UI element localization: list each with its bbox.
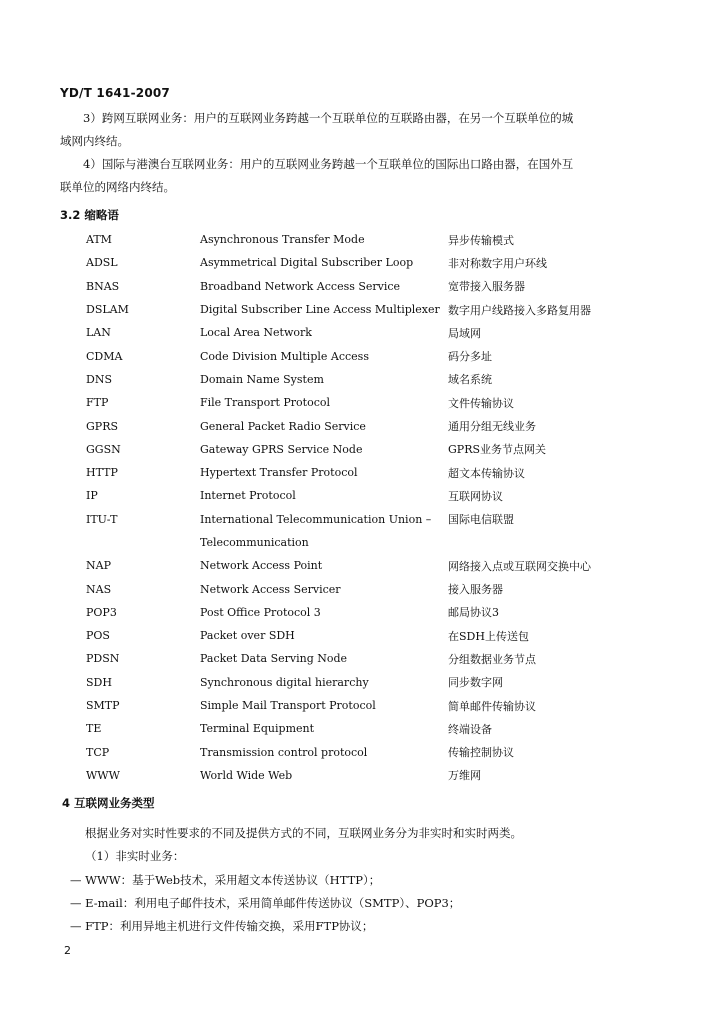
abbreviation-code: DSLAM — [86, 303, 129, 317]
abbreviation-english: Local Area Network — [200, 326, 312, 340]
abbreviation-row — [86, 368, 666, 391]
abbreviation-code: GGSN — [86, 442, 121, 456]
section-4-heading: 4 互联网业务类型 — [62, 796, 155, 810]
abbreviation-code: WWW — [86, 768, 120, 782]
abbreviation-english: Code Division Multiple Access — [200, 349, 369, 363]
abbreviation-english: Digital Subscriber Line Access Multiplexer — [200, 303, 440, 317]
abbreviation-row — [86, 461, 666, 484]
abbreviation-english: Synchronous digital hierarchy — [200, 675, 369, 689]
abbreviation-code: TCP — [86, 745, 110, 759]
abbreviation-list — [86, 228, 666, 787]
abbreviation-row — [86, 484, 666, 507]
intro-item-4-line-2: 联单位的网络内终结。 — [60, 180, 175, 194]
abbreviation-row — [86, 601, 666, 624]
abbreviation-chinese: 邮局协议3 — [448, 606, 499, 620]
intro-item-4-line-1: 4）国际与港澳台互联网业务：用户的互联网业务跨越一个互联单位的国际出口路由器，在国外互 — [83, 157, 574, 171]
abbreviation-chinese: 互联网协议 — [448, 489, 503, 503]
abbreviation-chinese: 传输控制协议 — [448, 746, 514, 760]
abbreviation-english: Hypertext Transfer Protocol — [200, 466, 358, 480]
abbreviation-code: LAN — [86, 326, 111, 340]
abbreviation-english: Asynchronous Transfer Mode — [200, 233, 365, 247]
abbreviation-chinese: GPRS业务节点网关 — [448, 443, 547, 457]
abbreviation-code: TE — [86, 722, 102, 736]
abbreviation-chinese: 接入服务器 — [448, 583, 503, 597]
abbreviation-chinese: 万维网 — [448, 769, 481, 783]
abbreviation-code: POS — [86, 629, 110, 643]
abbreviation-english: Terminal Equipment — [200, 722, 315, 736]
section-3-2-heading: 3.2 缩略语 — [60, 208, 119, 222]
abbreviation-code: NAS — [86, 582, 112, 596]
abbreviation-chinese: 同步数字网 — [448, 676, 503, 690]
abbreviation-row — [86, 391, 666, 414]
abbreviation-code: ITU-T — [86, 512, 118, 526]
abbreviation-english: Telecommunication — [200, 536, 309, 549]
abbreviation-chinese: 局域网 — [448, 326, 481, 340]
abbreviation-row — [86, 624, 666, 647]
abbreviation-english: General Packet Radio Service — [200, 419, 366, 433]
service-item-email: — E-mail：利用电子邮件技术，采用简单邮件传送协议（SMTP）、POP3； — [70, 896, 461, 910]
section-4-subheading: （1）非实时业务： — [85, 849, 185, 863]
abbreviation-english: Gateway GPRS Service Node — [200, 442, 363, 456]
abbreviation-row — [86, 321, 666, 344]
abbreviation-chinese: 简单邮件传输协议 — [448, 699, 536, 713]
abbreviation-row-continuation — [86, 531, 666, 554]
abbreviation-english: Broadband Network Access Service — [200, 279, 401, 293]
abbreviation-code: BNAS — [86, 279, 120, 293]
abbreviation-english: Post Office Protocol 3 — [200, 605, 321, 619]
abbreviation-chinese: 通用分组无线业务 — [448, 420, 536, 434]
abbreviation-code: GPRS — [86, 419, 119, 433]
abbreviation-chinese: 异步传输模式 — [448, 233, 514, 247]
abbreviation-row — [86, 228, 666, 251]
intro-item-4 — [60, 153, 660, 199]
document-code: YD/T 1641-2007 — [60, 86, 170, 100]
service-item-ftp: — FTP：利用异地主机进行文件传输交换，采用FTP协议； — [70, 919, 374, 933]
abbreviation-code: CDMA — [86, 349, 123, 363]
abbreviation-row — [86, 717, 666, 740]
abbreviation-chinese: 国际电信联盟 — [448, 513, 514, 527]
abbreviation-row — [86, 647, 666, 670]
abbreviation-english: File Transport Protocol — [200, 396, 331, 410]
abbreviation-code: ATM — [86, 233, 112, 247]
abbreviation-english: Network Access Servicer — [200, 582, 341, 596]
abbreviation-code: NAP — [86, 559, 111, 573]
abbreviation-code: DNS — [86, 372, 112, 386]
intro-item-3-line-2: 域网内终结。 — [60, 134, 129, 148]
page-number: 2 — [64, 944, 71, 957]
service-item-www: — WWW：基于Web技术，采用超文本传送协议（HTTP）； — [70, 873, 381, 887]
abbreviation-code: SDH — [86, 675, 112, 689]
abbreviation-chinese: 非对称数字用户环线 — [448, 256, 547, 270]
abbreviation-chinese: 数字用户线路接入多路复用器 — [448, 303, 591, 317]
abbreviation-row — [86, 251, 666, 274]
abbreviation-chinese: 在SDH上传送包 — [448, 629, 529, 643]
abbreviation-row — [86, 764, 666, 787]
abbreviation-row — [86, 577, 666, 600]
abbreviation-english: World Wide Web — [200, 768, 293, 782]
abbreviation-row — [86, 508, 666, 531]
abbreviation-code: PDSN — [86, 652, 120, 666]
abbreviation-row — [86, 344, 666, 367]
abbreviation-code: SMTP — [86, 699, 120, 713]
abbreviation-english: Transmission control protocol — [200, 745, 368, 759]
intro-item-3-line-1: 3）跨网互联网业务：用户的互联网业务跨越一个互联单位的互联路由器，在另一个互联单位的城 — [83, 111, 574, 125]
abbreviation-chinese: 域名系统 — [448, 373, 492, 387]
abbreviation-english: International Telecommunication Union – — [200, 512, 432, 526]
abbreviation-row — [86, 275, 666, 298]
abbreviation-english: Internet Protocol — [200, 489, 296, 503]
intro-item-3 — [60, 107, 660, 153]
abbreviation-code: ADSL — [86, 256, 118, 270]
abbreviation-chinese: 超文本传输协议 — [448, 466, 525, 480]
abbreviation-row — [86, 671, 666, 694]
abbreviation-english: Domain Name System — [200, 372, 324, 386]
abbreviation-code: POP3 — [86, 605, 117, 619]
abbreviation-chinese: 宽带接入服务器 — [448, 280, 525, 294]
abbreviation-row — [86, 438, 666, 461]
abbreviation-chinese: 网络接入点或互联网交换中心 — [448, 559, 591, 573]
abbreviation-english: Simple Mail Transport Protocol — [200, 699, 376, 713]
abbreviation-chinese: 文件传输协议 — [448, 396, 514, 410]
abbreviation-row — [86, 741, 666, 764]
abbreviation-row — [86, 298, 666, 321]
abbreviation-chinese: 终端设备 — [448, 722, 492, 736]
abbreviation-code: FTP — [86, 396, 109, 410]
section-4-intro: 根据业务对实时性要求的不同及提供方式的不同，互联网业务分为非实时和实时两类。 — [85, 826, 522, 840]
abbreviation-chinese: 分组数据业务节点 — [448, 652, 536, 666]
abbreviation-row — [86, 554, 666, 577]
abbreviation-row — [86, 414, 666, 437]
abbreviation-english: Packet over SDH — [200, 629, 295, 643]
abbreviation-english: Asymmetrical Digital Subscriber Loop — [200, 256, 414, 270]
abbreviation-code: IP — [86, 489, 98, 503]
abbreviation-row — [86, 694, 666, 717]
abbreviation-english: Packet Data Serving Node — [200, 652, 348, 666]
abbreviation-code: HTTP — [86, 466, 118, 480]
abbreviation-english: Network Access Point — [200, 559, 323, 573]
abbreviation-chinese: 码分多址 — [448, 350, 492, 364]
